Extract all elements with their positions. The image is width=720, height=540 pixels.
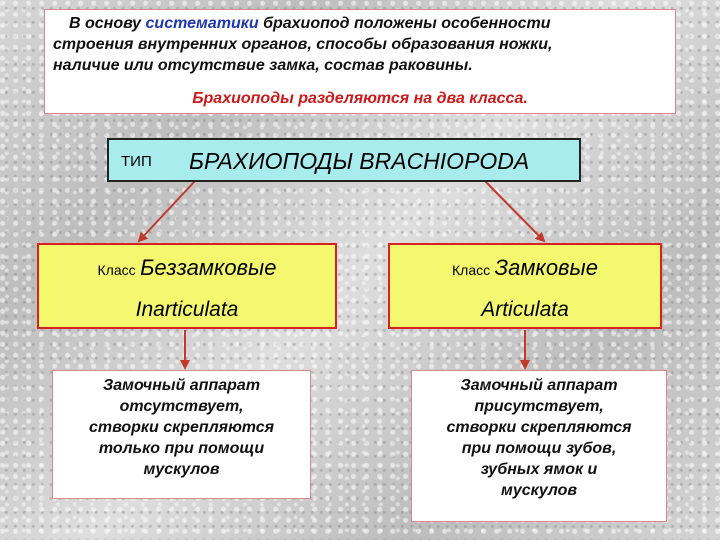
description-line: Замочный аппарат [460, 377, 618, 394]
description-line: присутствует, [474, 398, 604, 415]
type-prefix: ТИП [121, 153, 152, 170]
class-title [39, 255, 335, 281]
description-inarticulata [52, 370, 311, 499]
arrow-type-to-right-class [485, 181, 544, 241]
intro-text [53, 13, 667, 34]
description-line: зубных ямок и [480, 461, 598, 478]
description-line: при помощи зубов, [461, 440, 617, 457]
intro-line3: наличие или отсутствие замка, состав раковины. [53, 57, 473, 74]
description-line: только при помощи [98, 440, 265, 457]
class-name: Замковые [494, 255, 598, 280]
description-line: отсутствует, [119, 398, 244, 415]
class-prefix: Класс [452, 262, 491, 278]
intro-line1-prefix: В основу [69, 15, 146, 32]
description-line: Замочный аппарат [102, 377, 261, 394]
intro-line1-rest: брахиопод положены особенности [258, 15, 551, 32]
intro-subtitle: Брахиоподы разделяются на два класса. [192, 90, 528, 107]
description-line: створки скрепляются [88, 419, 275, 436]
description-line: мускулов [143, 461, 220, 478]
class-latin-name: Inarticulata [135, 298, 239, 321]
type-name: БРАХИОПОДЫ BRACHIOPODA [189, 148, 530, 174]
type-box [107, 138, 581, 182]
class-latin-name: Articulata [481, 298, 569, 321]
class-name: Беззамковые [140, 255, 277, 280]
intro-highlight: систематики [145, 15, 259, 32]
arrow-type-to-left-class [139, 181, 195, 241]
class-box-inarticulata [37, 243, 337, 329]
class-title [390, 255, 660, 281]
class-prefix: Класс [97, 262, 136, 278]
description-line: мускулов [500, 482, 577, 499]
intro-box [44, 9, 676, 114]
description-articulata [411, 370, 667, 522]
intro-line2: строения внутренних органов, способы образования ножки, [53, 36, 553, 53]
description-line: створки скрепляются [446, 419, 632, 436]
class-box-articulata [388, 243, 662, 329]
